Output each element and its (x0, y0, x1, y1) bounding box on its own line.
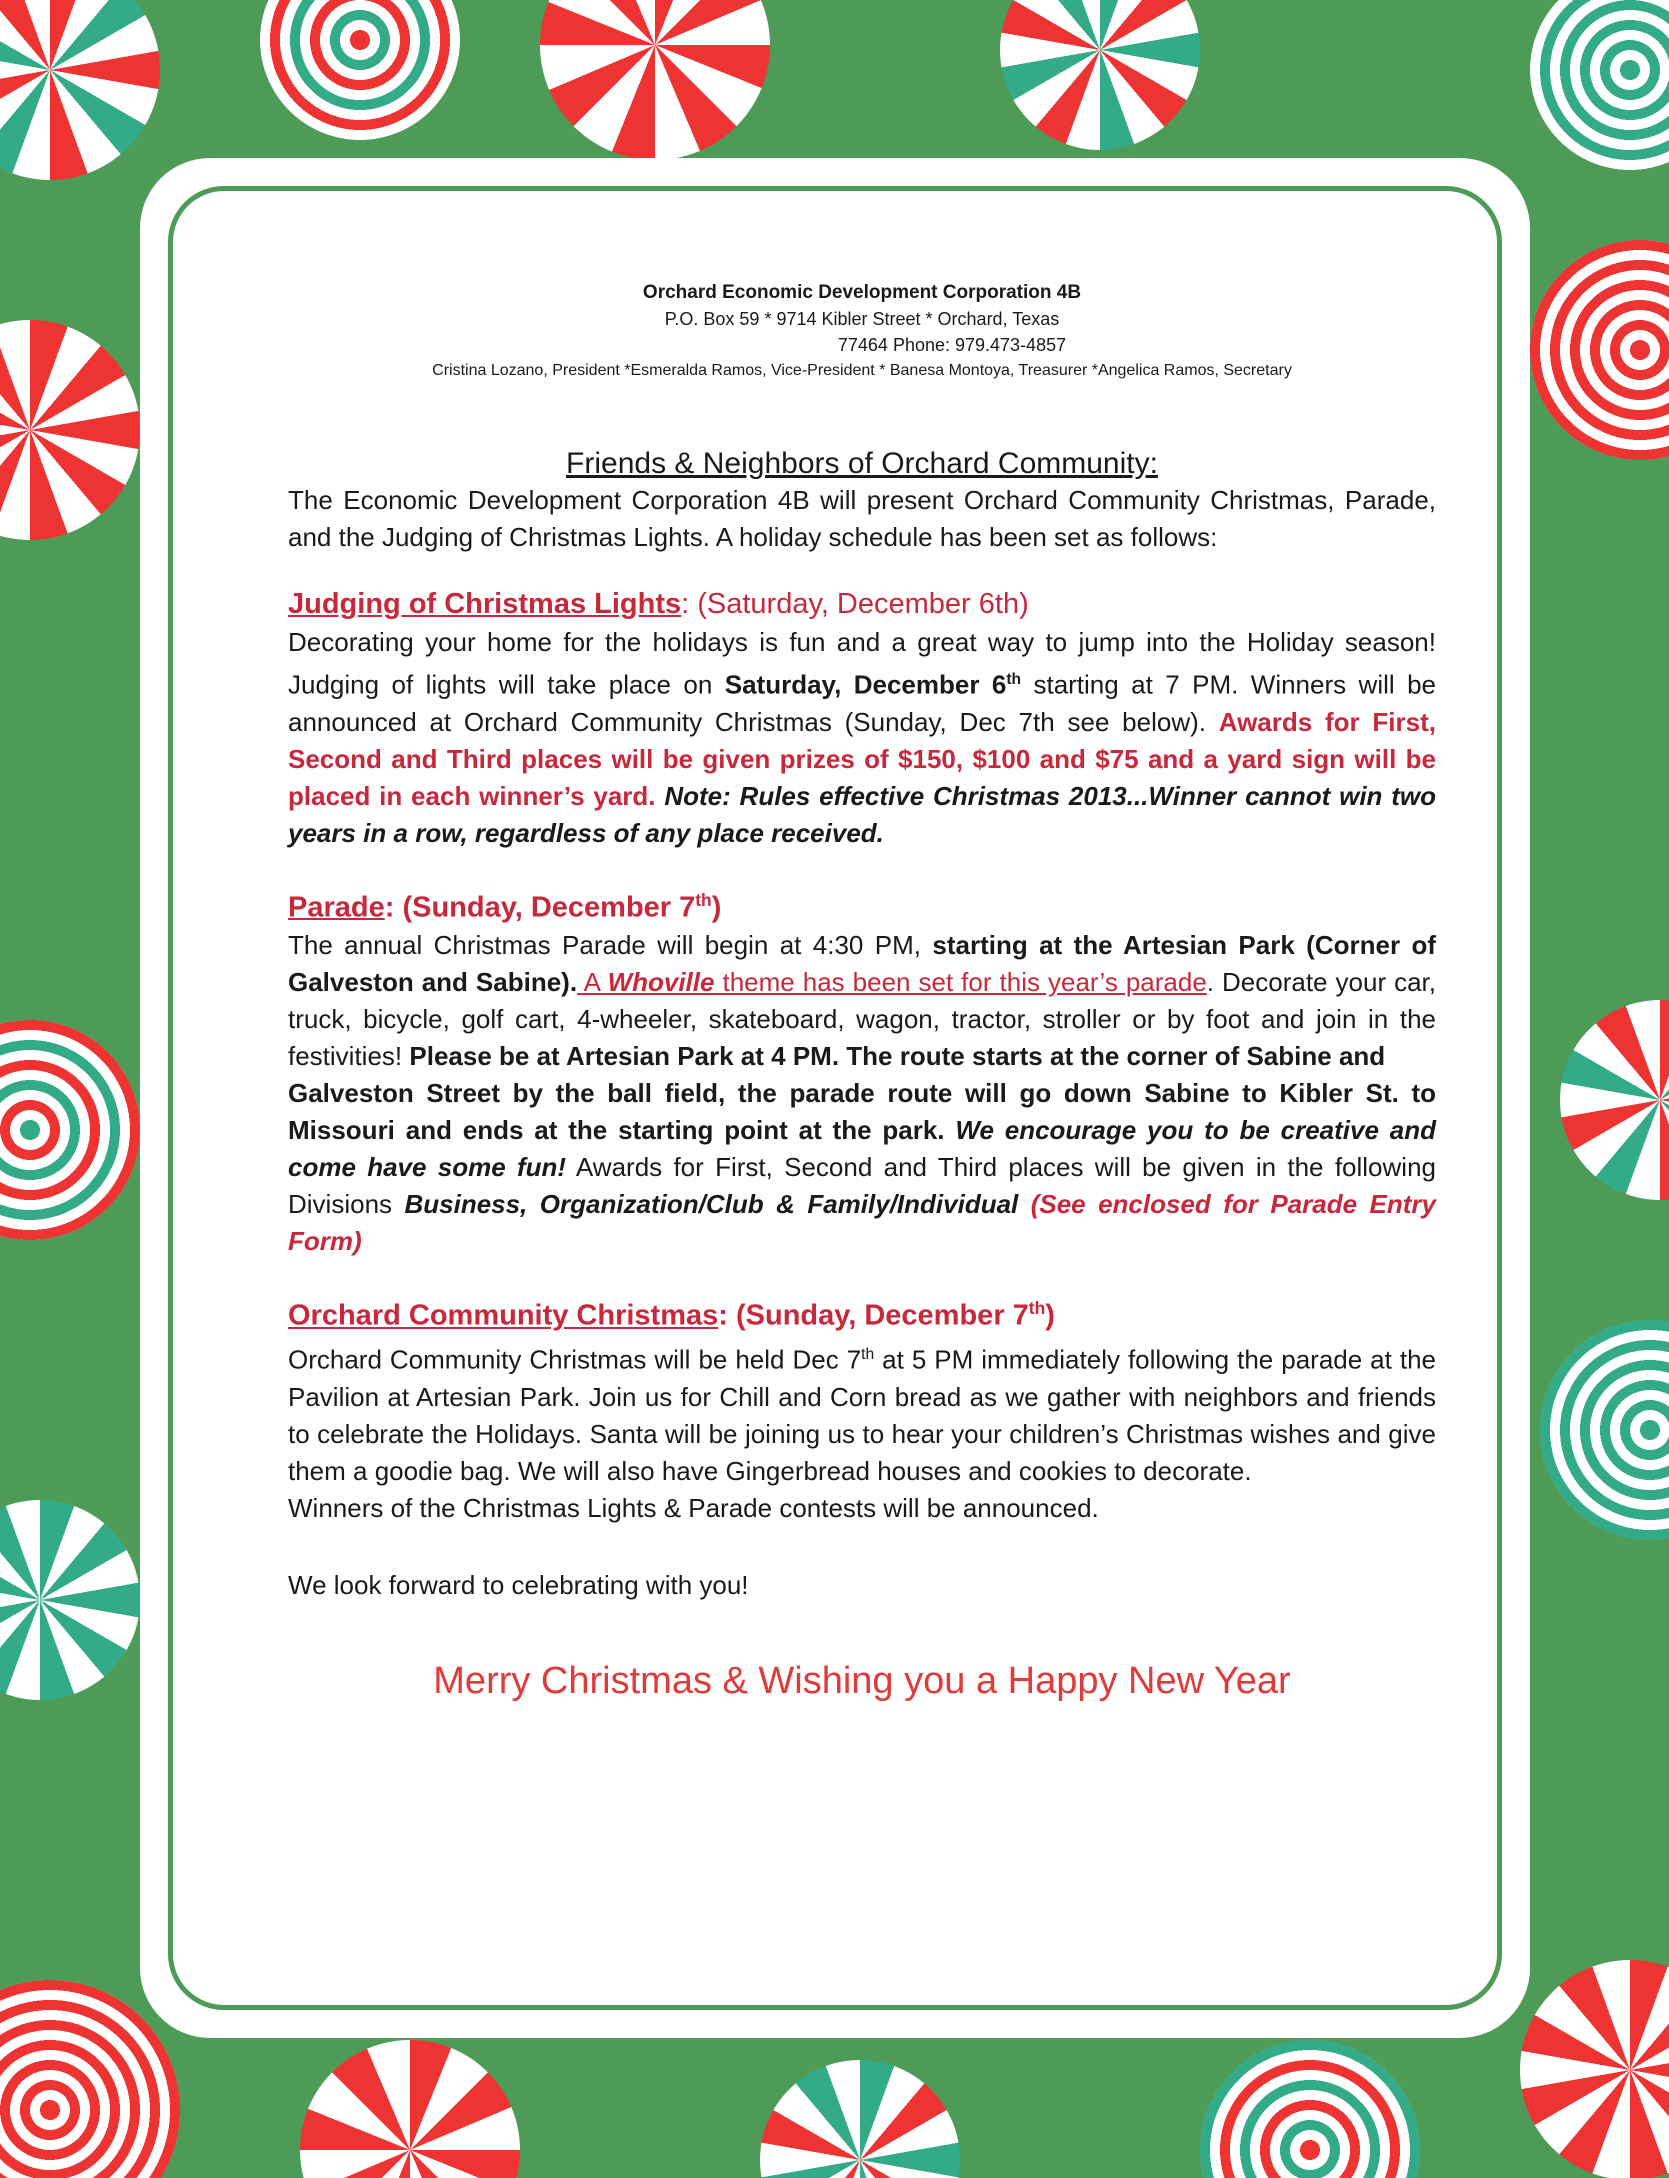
closing-line: We look forward to celebrating with you! (288, 1569, 749, 1600)
org-name: Orchard Economic Development Corporation 4B (642, 282, 1082, 303)
letter-content (288, 280, 1436, 1703)
peppermint-decoration (0, 1020, 140, 1240)
peppermint-decoration (540, 0, 770, 160)
sign-off: Merry Christmas & Wishing you a Happy New Year (433, 1659, 1291, 1702)
peppermint-decoration (1200, 2040, 1420, 2178)
peppermint-decoration (760, 2060, 960, 2178)
peppermint-decoration (1000, 0, 1200, 150)
section-parade-body: The annual Christmas Parade will begin at 4:30 PM, starting at the Artesian Park (Corner of Galveston and Sabine). A Whoville theme has been set for this year’s parade. Decorate your car, truck, bicycle, golf cart, 4-wheeler, skateboard, wagon, tractor, stroller or by foot and join in the festivities! Please be at Artesian Park at 4 PM. The route starts at the corner of Sabine and Galveston Street by the ball field, the parade route will go down Sabine to Kibler St. to Missouri and ends at the starting point at the park. We encourage you to be creative and come have some fun! Awards for First, Second and Third places will be given in the following Divisions Business, Organization/Club & Family/Individual (See enclosed for Parade Entry Form) (288, 930, 1437, 1257)
section-community-body: Orchard Community Christmas will be held Dec 7th at 5 PM immediately following the parade at the Pavilion at Artesian Park. Join us for Chill and Corn bread as we gather with neighbors and friends to celebrate the Holidays. Santa will be joining us to hear your children’s Christmas wishes and give them a goodie bag. We will also have Gingerbread houses and cookies to decorate. (288, 1344, 1436, 1486)
address-line-2: 77464 Phone: 979.473-4857 (837, 335, 1067, 355)
peppermint-decoration (0, 320, 140, 540)
section-community-winners: Winners of the Christmas Lights & Parade contests will be announced. (288, 1492, 1099, 1523)
address-line-1: P.O. Box 59 * 9714 Kibler Street * Orchard, Texas (664, 309, 1060, 329)
intro-paragraph: The Economic Development Corporation 4B will present Orchard Community Christmas, Parade, and the Judging of Christmas Lights. A holiday schedule has been set as follows: (288, 485, 1436, 552)
peppermint-decoration (1520, 1960, 1669, 2178)
section-lights-title: Judging of Christmas Lights: (Saturday, December 6th) (288, 588, 1029, 620)
peppermint-decoration (1540, 1320, 1669, 1540)
section-parade-title: Parade: (Sunday, December 7th) (288, 889, 722, 924)
peppermint-decoration (300, 2040, 520, 2178)
section-lights-body: Decorating your home for the holidays is fun and a great way to jump into the Holiday season! Judging of lights will take place on Saturday, December 6th starting at 7 PM. Winners will be announced at Orchard Community Christmas (Sunday, Dec 7th see below). Awards for First, Second and Third places will be given prizes of $150, $100 and $75 and a yard sign will be placed in each winner’s yard. Note: Rules effective Christmas 2013...Winner cannot win two years in a row, regardless of any place received. (288, 627, 1436, 848)
peppermint-decoration (1530, 240, 1669, 460)
peppermint-decoration (0, 1500, 140, 1700)
officers-list: Cristina Lozano, President *Esmeralda Ramos, Vice-President * Banesa Montoya, Treasurer *Angelica Ramos, Secretary (432, 362, 1292, 379)
peppermint-decoration (1560, 1000, 1669, 1200)
peppermint-decoration (1530, 0, 1669, 170)
letterhead (288, 280, 1436, 384)
peppermint-decoration (0, 0, 160, 180)
section-community-title: Orchard Community Christmas: (Sunday, December 7th) (288, 1298, 1055, 1332)
greeting-heading: Friends & Neighbors of Orchard Community: (566, 447, 1158, 480)
peppermint-decoration (260, 0, 460, 140)
